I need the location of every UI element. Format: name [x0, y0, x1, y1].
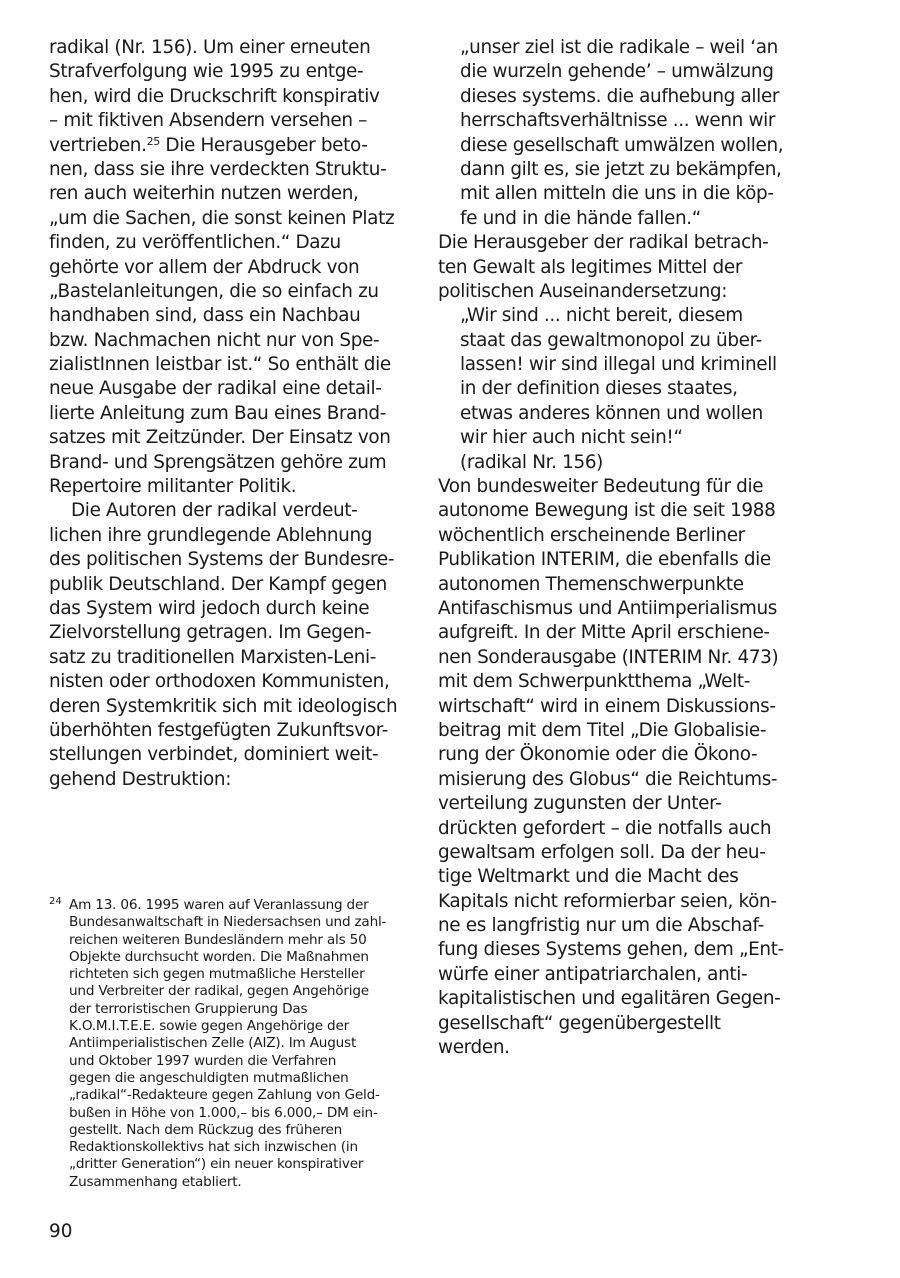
text-line: nisten oder orthodoxen Kommunisten,	[49, 671, 390, 693]
text-line: radikal (Nr. 156). Um einer erneuten	[49, 37, 371, 58]
text-line: stellungen verbindet, dominiert weit-	[49, 744, 379, 766]
text-line: Antifaschismus und Antiimperialismus	[438, 597, 778, 619]
footnote-line: Redaktionskollektivs hat sich inzwischen (in	[69, 1139, 358, 1156]
footnote-line: gegen die angeschuldigten mutmaßlichen	[69, 1069, 349, 1086]
quote-line: mit allen mitteln die uns in die köp-	[460, 183, 774, 205]
text-line: zialistInnen leistbar ist.“ So enthält die	[49, 354, 391, 376]
page-number: 90	[49, 1221, 73, 1242]
quote-line: lassen! wir sind illegal und kriminell	[460, 354, 777, 376]
text-line: lierte Anleitung zum Bau eines Brand-	[49, 402, 387, 424]
text-line: autonome Bewegung ist die seit 1988	[438, 500, 776, 522]
text-line: Die Herausgeber der radikal betrach-	[438, 232, 769, 254]
footnote-line: K.O.M.I.T.E.E. sowie gegen Angehörige der	[69, 1018, 350, 1035]
text-line: handhaben sind, dass ein Nachbau	[49, 305, 361, 327]
text-fragment: Die Herausgeber beto-	[159, 134, 368, 156]
quote-line: in der definition dieses staates,	[460, 378, 738, 400]
footnote-number: 24	[49, 896, 62, 907]
text-line: satzes mit Zeitzünder. Der Einsatz von	[49, 427, 391, 449]
text-line: Strafverfolgung wie 1995 zu entge-	[49, 61, 364, 83]
text-line: nen Sonderausgabe (INTERIM Nr. 473)	[438, 646, 779, 668]
text-line: deren Systemkritik sich mit ideologisch	[49, 695, 398, 717]
footnote-line: Antiimperialistischen Zelle (AIZ). Im August	[69, 1035, 357, 1052]
quote-source: (radikal Nr. 156)	[460, 451, 603, 473]
text-line: aufgreift. In der Mitte April erschiene-	[438, 622, 770, 644]
footnote-line: Zusammenhang etabliert.	[69, 1173, 242, 1190]
text-line: hen, wird die Druckschrift konspirativ	[49, 85, 380, 107]
footnote-line: und Oktober 1997 wurden die Verfahren	[69, 1052, 337, 1069]
text-line: publik Deutschland. Der Kampf gegen	[49, 573, 387, 595]
right-paragraph-1	[438, 231, 800, 304]
quote-line: herrschaftsverhältnisse ... wenn wir	[460, 110, 776, 132]
text-line: politischen Auseinandersetzung:	[438, 280, 728, 302]
text-line: „Bastelanleitungen, die so einfach zu	[49, 280, 379, 302]
block-quote-1	[438, 36, 800, 231]
footnote-line: reichen weiteren Bundesländern mehr als 50	[69, 931, 367, 948]
left-column	[49, 36, 411, 792]
text-line: Brand- und Sprengsätzen gehöre zum	[49, 451, 387, 473]
footnote-line: der terroristischen Gruppierung Das	[69, 1000, 308, 1017]
footnote-line: und Verbreiter der radikal, gegen Angehörige	[69, 983, 369, 1000]
text-line: ten Gewalt als legitimes Mittel der	[438, 256, 743, 278]
text-line: neue Ausgabe der radikal eine detail-	[49, 378, 382, 400]
footnote-line: Objekte durchsucht worden. Die Maßnahmen	[69, 948, 369, 965]
text-line: wöchentlich erscheinende Berliner	[438, 524, 745, 546]
footnote-line: richteten sich gegen mutmaßliche Hersteller	[69, 966, 365, 983]
text-line: wirtschaft“ wird in einem Diskussions-	[438, 695, 776, 717]
quote-line: fe und in die hände fallen.“	[460, 207, 701, 229]
text-line: würfe einer antipatriarchalen, anti-	[438, 963, 748, 985]
text-line: finden, zu veröffentlichen.“ Dazu	[49, 232, 341, 254]
text-line: des politischen Systems der Bundesre-	[49, 549, 395, 571]
footnote-reference: 25	[146, 134, 160, 148]
text-line: beitrag mit dem Titel „Die Globalisie-	[438, 719, 767, 741]
footnote	[49, 897, 419, 1191]
text-line: Repertoire militanter Politik.	[49, 476, 297, 498]
text-line: gehörte vor allem der Abdruck von	[49, 256, 360, 278]
text-line: tige Weltmarkt und die Macht des	[438, 866, 739, 888]
footnote-line: Am 13. 06. 1995 waren auf Veranlassung der	[69, 897, 369, 913]
quote-line: wir hier auch nicht sein!“	[460, 427, 683, 449]
text-line: das System wird jedoch durch keine	[49, 597, 370, 619]
text-line: nen, dass sie ihre verdeckten Struktu-	[49, 158, 387, 180]
quote-line: „Wir sind ... nicht bereit, diesem	[460, 305, 743, 327]
footnote-line: „radikal“-Redakteure gegen Zahlung von Geld-	[69, 1087, 380, 1104]
text-line: – mit fiktiven Absendern versehen –	[49, 110, 367, 132]
text-line: Zielvorstellung getragen. Im Gegen-	[49, 622, 372, 644]
footnote-line: Bundesanwaltschaft in Niedersachsen und zahl-	[69, 914, 387, 931]
quote-line: die wurzeln gehende’ – umwälzung	[460, 61, 774, 83]
quote-line: etwas anderes können und wollen	[460, 402, 763, 424]
text-line: verteilung zugunsten der Unter-	[438, 793, 722, 815]
text-line: gesellschaft“ gegenübergestellt	[438, 1012, 721, 1034]
quote-line: dieses systems. die aufhebung aller	[460, 85, 780, 107]
quote-line: staat das gewaltmonopol zu über-	[460, 329, 762, 351]
text-line: misierung des Globus“ die Reichtums-	[438, 768, 778, 790]
text-line: mit dem Schwerpunktthema „Welt-	[438, 671, 751, 693]
left-paragraph-2	[49, 499, 411, 792]
text-line: autonomen Themenschwerpunkte	[438, 573, 744, 595]
text-line: fung dieses Systems gehen, dem „Ent-	[438, 939, 784, 961]
right-paragraph-2	[438, 475, 800, 1060]
text-line: kapitalistischen und egalitären Gegen-	[438, 988, 781, 1010]
text-line: gehend Destruktion:	[49, 768, 232, 790]
text-line: satz zu traditionellen Marxisten-Leni-	[49, 646, 377, 668]
text-line: rung der Ökonomie oder die Ökono-	[438, 744, 758, 766]
footnote-line: bußen in Höhe von 1.000,– bis 6.000,– DM ein-	[69, 1104, 378, 1121]
block-quote-2	[438, 304, 800, 475]
text-line: lichen ihre grundlegende Ablehnung	[49, 524, 373, 546]
text-line: gewaltsam erfolgen soll. Da der heu-	[438, 841, 766, 863]
text-line: Publikation INTERIM, die ebenfalls die	[438, 549, 771, 571]
text-fragment: vertrieben.	[49, 134, 147, 156]
text-line: werden.	[438, 1037, 510, 1059]
text-line: ren auch weiterhin nutzen werden,	[49, 183, 359, 205]
text-line: Kapitals nicht reformierbar seien, kön-	[438, 890, 777, 912]
text-line: bzw. Nachmachen nicht nur von Spe-	[49, 329, 380, 351]
text-line: Von bundesweiter Bedeutung für die	[438, 476, 764, 498]
quote-line: dann gilt es, sie jetzt zu bekämpfen,	[460, 158, 782, 180]
text-line: überhöhten festgefügten Zukunftsvor-	[49, 719, 389, 741]
text-line	[49, 134, 411, 158]
quote-line: „unser ziel ist die radikale – weil ‘an	[460, 37, 778, 58]
footnote-line: gestellt. Nach dem Rückzug des früheren	[69, 1121, 343, 1138]
left-paragraph-1	[49, 36, 411, 499]
right-column	[438, 36, 800, 1060]
footnote-line: „dritter Generation“) ein neuer konspirativer	[69, 1156, 364, 1173]
quote-line: diese gesellschaft umwälzen wollen,	[460, 134, 784, 156]
text-line: Die Autoren der radikal verdeut-	[71, 500, 358, 522]
text-line: ne es langfristig nur um die Abschaf-	[438, 915, 764, 937]
text-line: drückten gefordert – die notfalls auch	[438, 817, 772, 839]
text-line: „um die Sachen, die sonst keinen Platz	[49, 207, 395, 229]
